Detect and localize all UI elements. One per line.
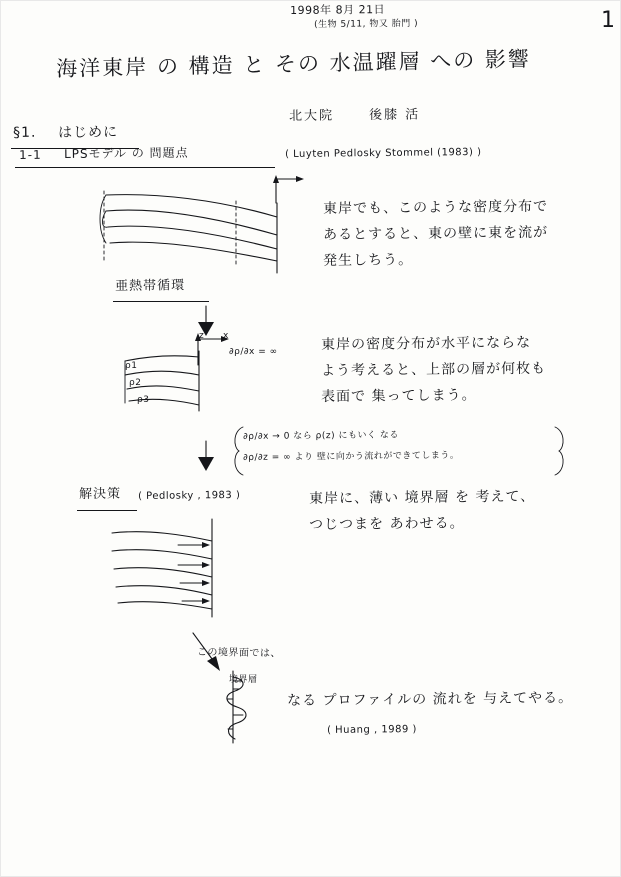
fig1-caption-underline: [113, 301, 209, 302]
note-east-coast-density-line-2: あるとすると、東の壁に東を流が: [323, 224, 549, 243]
fig2-axis-z: z: [199, 331, 205, 341]
note-horizontal-density-line-3: 表面で 集ってしまう。: [321, 387, 477, 405]
section-number: §1.: [13, 124, 37, 141]
note-thin-boundary-layer-line-1: 東岸に、薄い 境界層 を 考えて、: [309, 488, 536, 507]
curve-label-rho1: ρ1: [125, 361, 138, 371]
section-label: はじめに: [58, 124, 119, 141]
note-horizontal-density-line-2: よう考えると、上部の層が何枚も: [321, 360, 547, 379]
fig-solution: [106, 519, 236, 629]
fig-boundary-layer-inner-label: 境界層: [229, 675, 258, 685]
subsection-number: 1-1: [19, 147, 42, 162]
subsection-label: LPSモデル の 問題点: [64, 145, 189, 161]
down-arrow-2: [193, 441, 223, 473]
curve-label-rho2: ρ2: [129, 378, 142, 388]
page-number: 1: [601, 8, 616, 33]
fig-boundary-layer-label: この境界面では、: [196, 647, 281, 660]
fig-solution-caption-citation: ( Pedlosky , 1983 ): [138, 489, 241, 502]
note-profile-line-1: なる プロファイルの 流れを 与えてやる。: [287, 690, 574, 709]
header-note: (生物 5/11, 物又 胎門 ): [314, 18, 419, 30]
solution-underline: [77, 510, 137, 511]
subsection-citation: ( Luyten Pedlosky Stommel (1983) ): [285, 146, 482, 160]
note-east-coast-density-line-3: 発生しちう。: [323, 252, 414, 269]
fig2-axis-x: x: [223, 331, 229, 341]
fig-subtropical-gyre: [96, 173, 316, 283]
fig-solution-caption-prefix: 解決策: [79, 486, 122, 502]
note-profile-citation: ( Huang , 1989 ): [327, 724, 417, 736]
author-name: 後膝 活: [369, 107, 421, 123]
note-east-coast-density-line-1: 東岸でも、このような密度分布で: [323, 198, 549, 217]
note-bracket-line-2: ∂ρ/∂z = ∞ より 壁に向かう流れができてしまう。: [243, 450, 460, 463]
author-affiliation: 北大院: [289, 108, 335, 124]
fig-subtropical-gyre-caption: 亜熱帯循環: [115, 278, 186, 294]
fig2-annotation: ∂ρ/∂x = ∞: [229, 347, 278, 357]
curve-label-rho3: ρ3: [137, 395, 150, 405]
subsection-underline: [15, 167, 275, 168]
page-title: 海洋東岸 の 構造 と その 水温躍層 への 影響: [56, 47, 532, 81]
note-horizontal-density-line-1: 東岸の密度分布が水平にならな: [321, 334, 532, 353]
header-date: 1998年 8月 21日: [290, 3, 386, 17]
note-thin-boundary-layer-line-2: つじつまを あわせる。: [309, 515, 465, 533]
note-bracket-line-1: ∂ρ/∂x → 0 なら ρ(z) にもいく なる: [243, 430, 399, 442]
